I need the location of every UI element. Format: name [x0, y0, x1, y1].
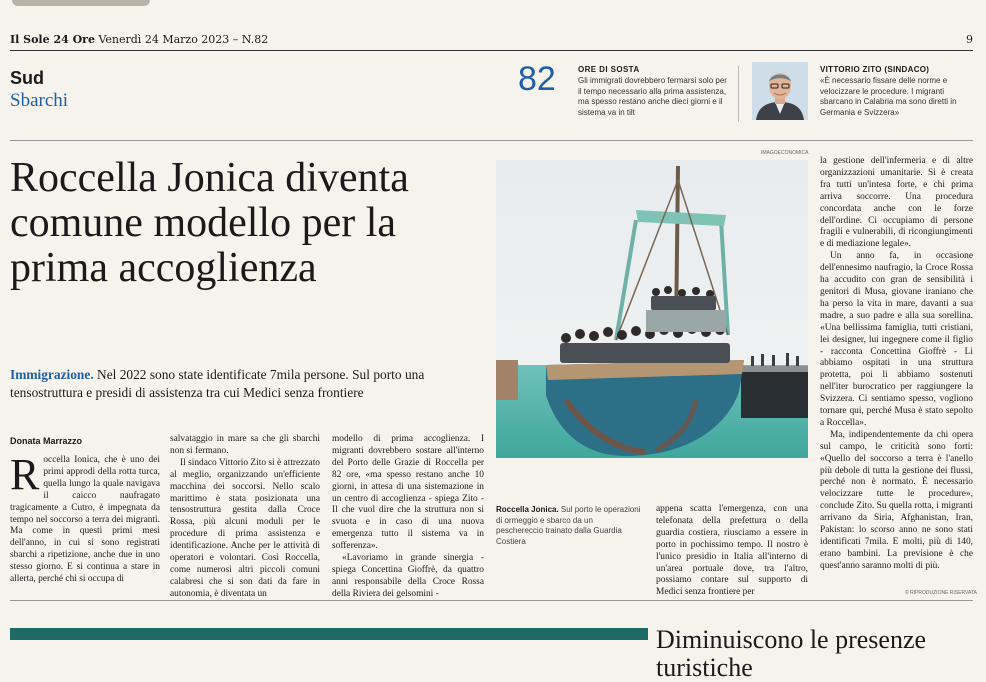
- issue-number: – N.82: [232, 33, 269, 46]
- folio: [10, 33, 268, 46]
- stat-box-text: Gli immigrati dovrebbero fermarsi solo per il tempo necessario alla prima assistenza, ma spesso restano anche dieci giorni e il sistema va in tilt: [578, 76, 727, 117]
- article-top-rule: [10, 140, 973, 141]
- article-headline: Roccella Jonica diventa comune modello per la prima accoglienza: [10, 155, 409, 291]
- caption-title: Roccella Jonica.: [496, 505, 559, 514]
- page-edge-tab: [12, 0, 150, 6]
- quote-box-title: VITTORIO ZITO (SINDACO): [820, 65, 930, 74]
- issue-date: Venerdì 24 Marzo 2023: [98, 33, 230, 46]
- article-photo-fishing-boat: [496, 160, 808, 458]
- summary-text: Nel 2022 sono state identificate 7mila persone. Sul porto una tensostruttura e presidi di assistenza tra cui Medici senza frontiere: [10, 367, 425, 400]
- body-paragraph: Il sindaco Vittorio Zito si è attrezzato al meglio, organizzando un'efficiente macchina dei soccorsi. Nello scalo marittimo è stata posizionata una tensostruttura gestita dalla Croce Rossa, più alcuni moduli per le procedure di prima assistenza e identificazione. Anche per le attività di operatori e volontari. Così Roccella, come numerosi altri piccoli comuni calabresi che si son dati da fare in autonomia, è diventata un: [170, 457, 320, 599]
- body-column-4: [656, 504, 808, 599]
- body-paragraph: la gestione dell'infermeria e di altre organizzazioni umanitarie. Si è creata fra tutti un'intesa forte, e chi prima arriva soccorre. Una procedura concordata anche con le forze dell'ordine. Ci occupiamo di persone fragili e vulnerabili, di ricongiungimenti e di mediazione legale».: [820, 156, 973, 250]
- body-paragraph: occella Ionica, che è uno dei primi approdi della rotta turca, quella lungo la quale navigava il caicco naufragato tragicamente a Cutro, è impegnata da tempo nel soccorso a terra dei migranti. Ma come in questi primi mesi dell'anno, in cui si sono registrati sbarchi a ripetizione, anche due in uno stesso giorno. E si continua a stare in allerta, perché chi si occupa di: [10, 455, 160, 585]
- body-column-5: [820, 156, 973, 573]
- copyright-notice: © RIPRODUZIONE RISERVATA: [905, 590, 977, 596]
- body-paragraph: Un anno fa, in occasione dell'ennesimo naufragio, la Croce Rossa ha accudito con gran de sensibilità i genitori di Musa, giovane iraniano che ha perso la vita in mare, davanti a sua madre, a suo padre e alla sua sorellina. «Una bellissima famiglia, tutti cristiani, lei designer, lui ingegnere come il figlio - racconta Concettina Gioffrè - Li abbiamo ospitati in una struttura protetta, poi li abbiamo sostenuti nell'iter burocratico per raggiungere la Svizzera. Ci sentiamo spesso, vogliono tornare qui, perché Musa è stato sepolto a Roccella».: [820, 251, 973, 428]
- author-byline: Donata Marrazzo: [10, 436, 83, 446]
- box-divider: [738, 66, 739, 122]
- stat-number: 82: [518, 60, 556, 98]
- caption-text: Sul porto le operazioni di ormeggio e sbarco da un peschereccio trainato dalla Guardia Costiera: [496, 505, 641, 546]
- body-paragraph: salvataggio in mare sa che gli sbarchi non si fermano.: [170, 434, 320, 456]
- page-number: 9: [966, 33, 973, 46]
- stat-box-title: ORE DI SOSTA: [578, 65, 640, 74]
- article-summary: [10, 366, 490, 402]
- photo-credit: IMAGOECONOMICA: [761, 150, 809, 156]
- photo-caption: [496, 505, 641, 547]
- next-article-banner: [10, 628, 648, 640]
- summary-keyword: Immigrazione.: [10, 367, 94, 382]
- header-rule: [10, 50, 973, 51]
- quote-box-text: «È necessario fissare delle norme e velocizzare le procedure. I migranti sbarcano in Calabria ma sono diretti in Germania e Svizzera»: [820, 76, 957, 117]
- mayor-portrait: [752, 62, 808, 120]
- drop-cap: R: [10, 450, 40, 499]
- newspaper-brand: Il Sole 24 Ore: [10, 33, 95, 46]
- next-article-headline: Diminuiscono le presenze turistiche: [656, 625, 927, 682]
- body-paragraph: «Lavoriamo in grande sinergia - spiega Concettina Gioffrè, da quattro anni responsabile della Croce Rossa della Riviera dei gelsomini -: [332, 553, 484, 599]
- subsection-title: Sbarchi: [10, 90, 69, 111]
- body-paragraph: appena scatta l'emergenza, con una telefonata della prefettura o della guardia costiera, riusciamo a essere in porto in pochissimo tempo. Il nostro è l'unico presidio in Italia all'interno di un'area portuale dove, tra l'altro, possiamo contare sul supporto di Medici senza frontiere per: [656, 504, 808, 598]
- body-paragraph: modello di prima accoglienza. I migranti dovrebbero sostare all'interno del Porto delle Grazie di Roccella per 82 ore, «ma spesso restano anche 10 giorni, in attesa di una sistemazione in un centro di accoglienza - spiega Zito - Il che vuol dire che la struttura non si svuota e in caso di una nuova emergenza tutto il sistema va in sofferenza».: [332, 434, 484, 552]
- body-column-2: [170, 434, 320, 601]
- body-column-3: [332, 434, 484, 601]
- section-title: Sud: [10, 68, 44, 88]
- body-column-1: [10, 450, 160, 586]
- body-paragraph: Ma, indipendentemente da chi opera sul campo, le criticità sono forti: «Quello del soccorso a terra è l'anello più debole di tutta la gestione dei flussi, perché non è normato. È necessario velocizzare tutte le procedure», conclude Zito. Su quella rotta, i migranti arrivano da Siria, Afghanistan, Iran, Pakistan: lo scorso anno ne sono stati identificati 7mila. E molti, più di 140, erano bambini. La previsione è che quest'anno saranno molti di più.: [820, 429, 973, 571]
- article-bottom-rule: [10, 600, 973, 601]
